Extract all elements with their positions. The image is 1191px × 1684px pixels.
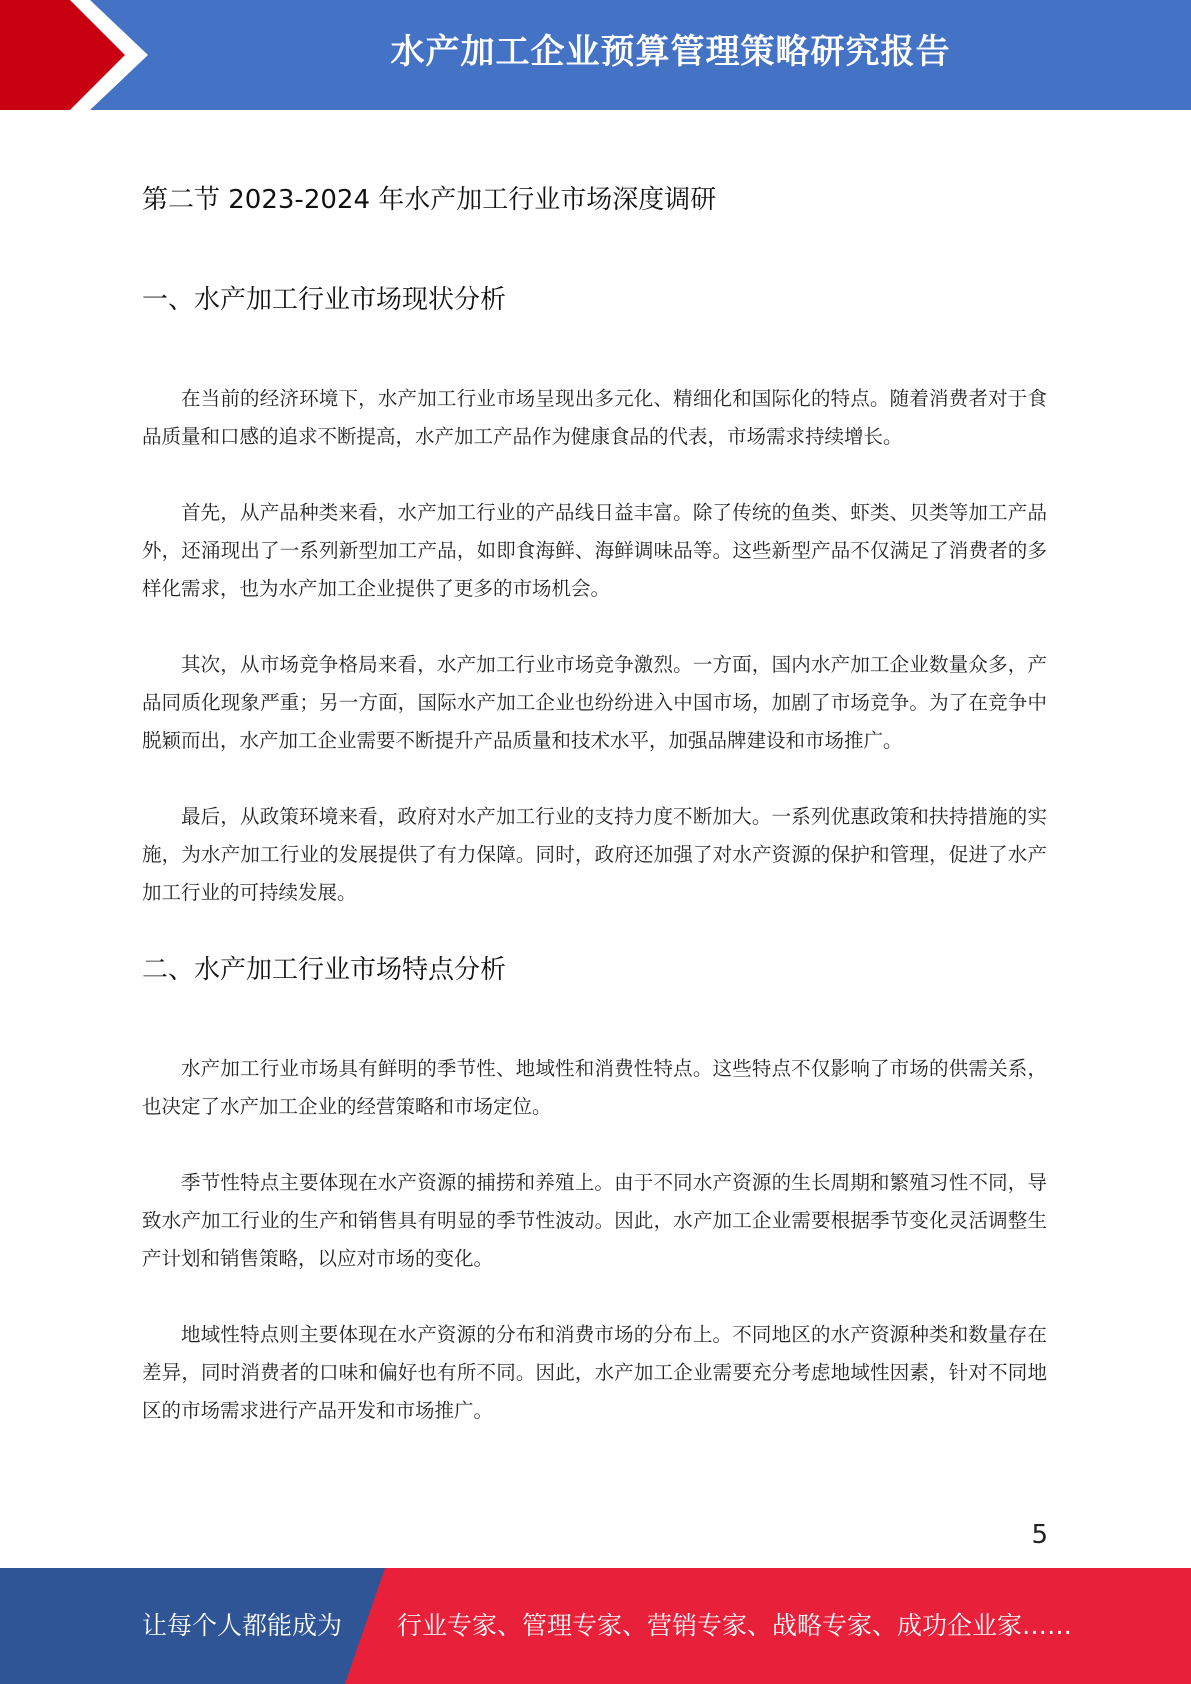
sub-heading-1: 一、水产加工行业市场现状分析 — [142, 285, 507, 315]
report-title: 水产加工企业预算管理策略研究报告 — [390, 32, 951, 72]
footer-slogan-left: 让每个人都能成为 — [142, 1611, 343, 1640]
paragraph: 季节性特点主要体现在水产资源的捕捞和养殖上。由于不同水产资源的生长周期和繁殖习性不同，导致水产加工行业的生产和销售具有明显的季节性波动。因此，水产加工企业需要根据季节变化灵活调整生产计划和销售策略，以应对市场的变化。 — [142, 1171, 1047, 1270]
paragraph: 首先，从产品种类来看，水产加工行业的产品线日益丰富。除了传统的鱼类、虾类、贝类等加工产品外，还涌现出了一系列新型加工产品，如即食海鲜、海鲜调味品等。这些新型产品不仅满足了消费者的多样化需求，也为水产加工企业提供了更多的市场机会。 — [142, 501, 1047, 600]
footer-slogan-right: 行业专家、管理专家、营销专家、战略专家、成功企业家…… — [397, 1611, 1073, 1640]
section-title: 第二节 2023-2024 年水产加工行业市场深度调研 — [142, 185, 717, 215]
header-banner — [0, 0, 1191, 110]
paragraph: 地域性特点则主要体现在水产资源的分布和消费市场的分布上。不同地区的水产资源种类和数量存在差异，同时消费者的口味和偏好也有所不同。因此，水产加工企业需要充分考虑地域性因素，针对不同地区的市场需求进行产品开发和市场推广。 — [142, 1323, 1047, 1422]
document-body — [142, 175, 1047, 1430]
sub-heading-2: 二、水产加工行业市场特点分析 — [142, 955, 507, 985]
page-number: 5 — [1031, 1520, 1048, 1550]
paragraph: 在当前的经济环境下，水产加工行业市场呈现出多元化、精细化和国际化的特点。随着消费者对于食品质量和口感的追求不断提高，水产加工产品作为健康食品的代表，市场需求持续增长。 — [142, 387, 1047, 448]
paragraph: 最后，从政策环境来看，政府对水产加工行业的支持力度不断加大。一系列优惠政策和扶持措施的实施，为水产加工行业的发展提供了有力保障。同时，政府还加强了对水产资源的保护和管理，促进了水产加工行业的可持续发展。 — [142, 805, 1047, 904]
paragraph: 水产加工行业市场具有鲜明的季节性、地域性和消费性特点。这些特点不仅影响了市场的供需关系，也决定了水产加工企业的经营策略和市场定位。 — [142, 1057, 1047, 1118]
footer-banner — [0, 1568, 1191, 1684]
paragraph: 其次，从市场竞争格局来看，水产加工行业市场竞争激烈。一方面，国内水产加工企业数量众多，产品同质化现象严重；另一方面，国际水产加工企业也纷纷进入中国市场，加剧了市场竞争。为了在竞争中脱颖而出，水产加工企业需要不断提升产品质量和技术水平，加强品牌建设和市场推广。 — [142, 653, 1047, 752]
red-chevron-decoration — [0, 0, 160, 110]
